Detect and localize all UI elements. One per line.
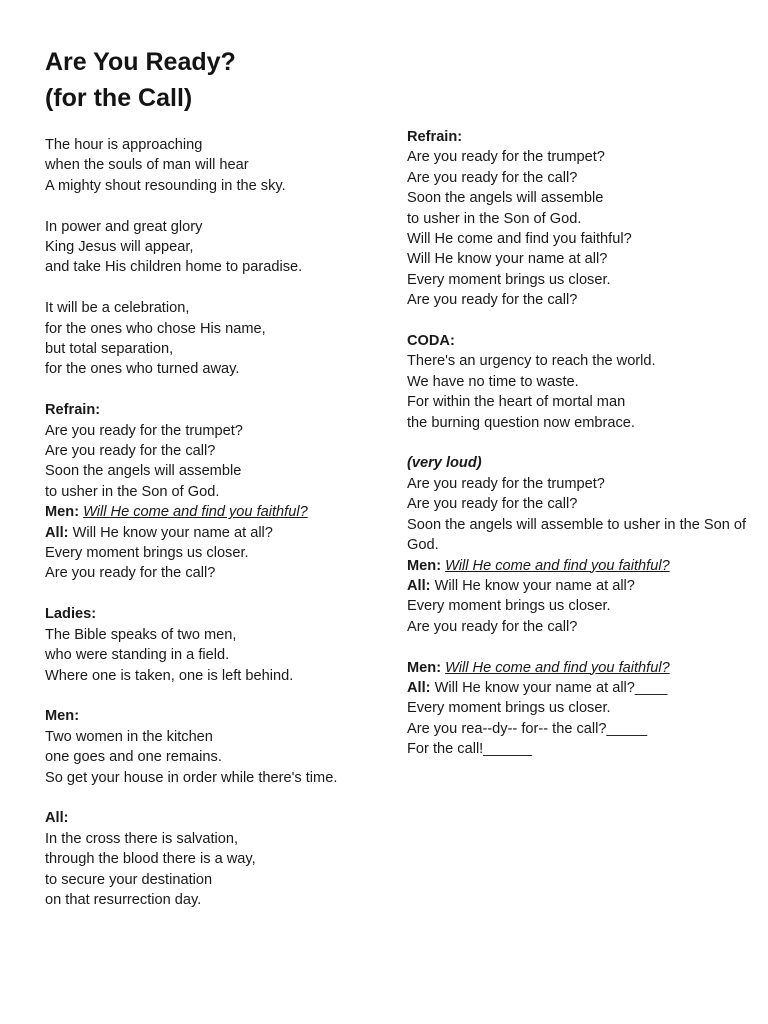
- lyric-line: through the blood there is a way,: [45, 851, 256, 868]
- lyric-line: Are you ready for the trumpet?: [407, 475, 605, 492]
- lyric-text: Will He know your name at all?____: [434, 679, 668, 696]
- section-heading: [45, 706, 365, 726]
- stanza-gap: [45, 584, 365, 604]
- stanza-gap: [45, 278, 365, 298]
- lyric-line: Are you ready for the call?: [45, 565, 216, 582]
- part-label: Men:: [407, 659, 442, 676]
- lyric-line: Every moment brings us closer.: [407, 700, 611, 717]
- song-title: [45, 44, 236, 116]
- lyric-line-with-part: [45, 523, 365, 543]
- lyric-line: We have no time to waste.: [407, 373, 579, 390]
- section-heading: [407, 127, 747, 147]
- lyric-line: So get your house in order while there's time.: [45, 769, 338, 786]
- lyric-line: Are you ready for the call?: [407, 292, 578, 309]
- lyric-line: Will He know your name at all?: [407, 251, 608, 268]
- lyric-line: The Bible speaks of two men,: [45, 626, 237, 643]
- section-heading-text: CODA:: [407, 333, 455, 350]
- lyric-line: to usher in the Son of God.: [45, 483, 220, 500]
- lyric-line: Are you ready for the trumpet?: [45, 422, 243, 439]
- stanza-gap: [45, 380, 365, 400]
- lyric-line: the burning question now embrace.: [407, 414, 635, 431]
- section-heading-text: Refrain:: [407, 129, 463, 145]
- section-heading-text: Ladies:: [45, 606, 97, 623]
- part-label: All:: [407, 577, 431, 594]
- part-label: Men:: [407, 557, 442, 574]
- lyric-line: Are you rea--dy-- for-- the call?_____: [407, 720, 648, 737]
- lyric-line: For within the heart of mortal man: [407, 394, 626, 411]
- lyric-line: Every moment brings us closer.: [407, 598, 611, 615]
- lyric-line-with-part: [45, 502, 365, 522]
- lyric-line-with-part: [407, 576, 747, 596]
- lyric-text: Will He come and find you faithful?: [83, 504, 308, 521]
- section-heading-text: All:: [45, 810, 69, 827]
- lyric-line: Soon the angels will assemble: [407, 190, 604, 207]
- lyric-line: who were standing in a field.: [45, 647, 230, 664]
- lyric-line: one goes and one remains.: [45, 749, 222, 766]
- lyric-line: For the call!______: [407, 741, 532, 758]
- section-heading: [45, 808, 365, 828]
- lyric-line: Are you ready for the call?: [45, 443, 216, 460]
- lyrics-left-column: [45, 135, 365, 910]
- lyric-line-with-part: [407, 678, 747, 698]
- lyric-line: A mighty shout resounding in the sky.: [45, 177, 286, 194]
- section-heading-text: Men:: [45, 708, 80, 725]
- lyric-line: to secure your destination: [45, 871, 213, 888]
- lyric-line: In power and great glory: [45, 218, 203, 235]
- lyric-line: The hour is approaching: [45, 137, 203, 153]
- lyric-line: There's an urgency to reach the world.: [407, 353, 656, 370]
- part-label: All:: [45, 524, 69, 541]
- lyrics-right-column: [407, 127, 747, 760]
- lyric-line: Will He come and find you faithful?: [407, 231, 632, 248]
- song-title-line-1: Are You Ready?: [45, 48, 236, 76]
- lyric-line: on that resurrection day.: [45, 891, 202, 908]
- lyric-text: Will He know your name at all?: [434, 577, 635, 594]
- lyric-line: Every moment brings us closer.: [45, 545, 249, 562]
- lyric-text: Will He come and find you faithful?: [445, 557, 670, 574]
- part-label: All:: [407, 679, 431, 696]
- lyric-line-with-part: [407, 658, 747, 678]
- section-heading: [45, 400, 365, 420]
- lyric-line: In the cross there is salvation,: [45, 830, 239, 847]
- stanza-gap: [407, 637, 747, 657]
- lyric-line-with-part: [407, 556, 747, 576]
- stanza-gap: [407, 433, 747, 453]
- section-heading: [407, 453, 747, 473]
- lyric-text: Will He know your name at all?: [72, 524, 273, 541]
- song-title-line-2: (for the Call): [45, 84, 193, 112]
- lyric-line: Are you ready for the trumpet?: [407, 149, 605, 166]
- lyric-line: King Jesus will appear,: [45, 239, 194, 256]
- part-label: Men:: [45, 504, 80, 521]
- lyric-line: Are you ready for the call?: [407, 618, 578, 635]
- lyric-line: when the souls of man will hear: [45, 157, 249, 174]
- lyric-line: to usher in the Son of God.: [407, 210, 582, 227]
- lyric-line: It will be a celebration,: [45, 300, 190, 317]
- stanza-gap: [45, 686, 365, 706]
- lyric-line: Soon the angels will assemble: [45, 463, 242, 480]
- lyric-line: for the ones who chose His name,: [45, 320, 266, 337]
- stanza-gap: [45, 788, 365, 808]
- lyric-line: Where one is taken, one is left behind.: [45, 667, 294, 684]
- lyric-line: Soon the angels will assemble to usher in the Son of God.: [407, 516, 747, 554]
- lyric-line: Are you ready for the call?: [407, 169, 578, 186]
- lyric-text: Will He come and find you faithful?: [445, 659, 670, 676]
- lyric-line: but total separation,: [45, 341, 174, 358]
- lyric-line: and take His children home to paradise.: [45, 259, 303, 276]
- lyric-line: Every moment brings us closer.: [407, 271, 611, 288]
- stanza-gap: [407, 311, 747, 331]
- section-heading: [407, 331, 747, 351]
- section-heading: [45, 604, 365, 624]
- lyric-line: for the ones who turned away.: [45, 361, 240, 378]
- stanza-gap: [45, 196, 365, 216]
- lyric-line: Are you ready for the call?: [407, 496, 578, 513]
- section-heading-text: Refrain:: [45, 402, 101, 419]
- lyric-line: Two women in the kitchen: [45, 728, 213, 745]
- section-heading-text: (very loud): [407, 455, 482, 472]
